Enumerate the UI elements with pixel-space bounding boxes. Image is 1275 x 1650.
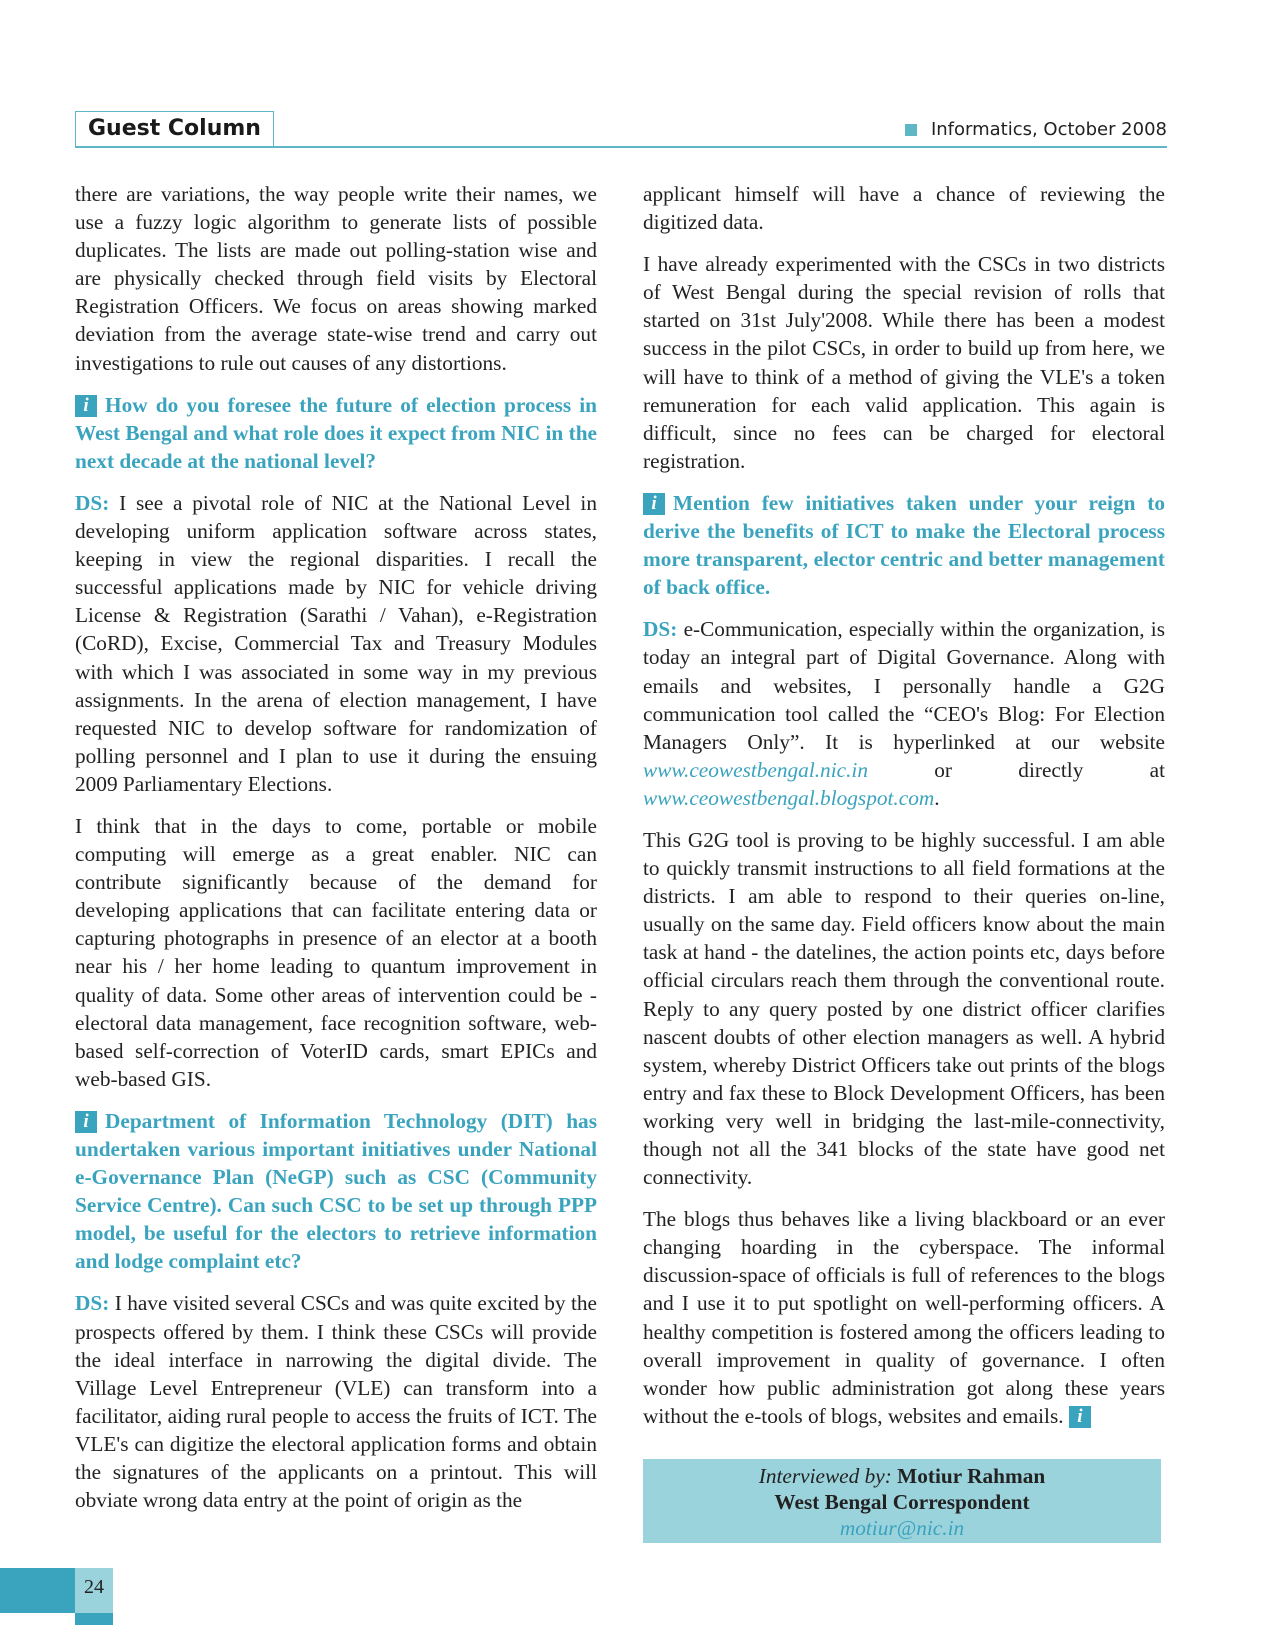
page-header — [75, 111, 1167, 147]
paragraph: there are variations, the way people write their names, we use a fuzzy logic algorithm to generate lists of possible duplicates. The lists are made out polling-station wise and are physically checked through field visits by Electoral Registration Officers. We focus on areas showing marked deviation from the average state-wise trend and carry out investigations to rule out causes of any distortions. — [75, 182, 597, 375]
credit-line — [643, 1463, 1161, 1489]
interviewer-name: Motiur Rahman — [897, 1464, 1046, 1488]
answer-text: . — [934, 785, 940, 810]
publication-label: Informatics, October 2008 — [930, 119, 1167, 140]
answer-text: I see a pivotal role of NIC at the National Level in developing uniform application software across states, keeping in view the regional disparities. I recall the successful applications made by NIC for vehicle driving License & Registration (Sarathi / Vahan), e-Registration (CoRD), Excise, Commercial Tax and Treasury Modules with which I was associated in some way in my previous assignments. In the arena of election management, I have requested NIC to develop software for randomization of polling personnel and I plan to use it during the ensuing 2009 Parliamentary Elections. — [75, 490, 597, 796]
website-link[interactable]: www.ceowestbengal.nic.in — [643, 757, 868, 782]
footer-bar — [0, 1568, 75, 1613]
paragraph: applicant himself will have a chance of reviewing the digitized data. — [643, 182, 1165, 235]
answer — [75, 489, 597, 798]
question — [75, 1107, 597, 1276]
answer-label: DS: — [643, 617, 678, 642]
answer — [643, 615, 1165, 812]
interview-credit — [643, 1459, 1161, 1543]
info-icon: i — [75, 395, 97, 417]
question — [75, 391, 597, 475]
footer-bar-bottom — [75, 1613, 113, 1625]
blog-link[interactable]: www.ceowestbengal.blogspot.com — [643, 785, 935, 810]
paragraph: I have already experimented with the CSCs in two districts of West Bengal during the special revision of rolls that started on 31st July'2008. While there has been a modest success in the pilot CSCs, in order to build up from here, we will have to think of a method of giving the VLE's a token remuneration for each valid application. This again is difficult, since no fees can be charged for electoral registration. — [643, 252, 1165, 473]
paragraph: I think that in the days to come, portable or mobile computing will emerge as a great enabler. NIC can contribute significantly because of the demand for developing applications that can facilitate entering data or capturing photographs in presence of an elector at a booth near his / her home leading to quantum improvement in quality of data. Some other areas of intervention could be - electoral data management, face recognition software, web-based self-correction of VoterID cards, smart EPICs and web-based GIS. — [75, 813, 597, 1091]
right-column — [643, 180, 1165, 1444]
paragraph-text: The blogs thus behaves like a living blackboard or an ever changing hoarding in the cyberspace. The informal discussion-space of officials is full of references to the blogs and I use it to put spotlight on well-performing officers. A healthy competition is fostered among the officers leading to overall improvement in quality of governance. I often wonder how public administration got along these years without the e-tools of blogs, websites and emails. — [643, 1207, 1165, 1428]
square-marker-icon — [905, 124, 917, 136]
interviewer-role: West Bengal Correspondent — [774, 1490, 1030, 1514]
info-icon: i — [643, 493, 665, 515]
left-column — [75, 180, 597, 1528]
answer-label: DS: — [75, 490, 110, 515]
publication-info — [905, 119, 1167, 140]
header-rule — [75, 146, 1167, 148]
info-icon: i — [75, 1111, 97, 1133]
credit-label: Interviewed by: — [758, 1464, 892, 1488]
section-title: Guest Column — [75, 111, 274, 146]
answer-text: or directly at — [934, 757, 1166, 782]
paragraph: This G2G tool is proving to be highly successful. I am able to quickly transmit instructions to all field formations at the districts. I am able to respond to their queries on-line, usually on the same day. Field officers know about the main task at hand - the datelines, the action points etc, days before official circulars reach them through the conventional route. Reply to any query posted by one district officer clarifies nascent doubts of other election managers as well. A hybrid system, whereby District Officers take out prints of the blogs entry and fax these to Block Development Officers, has been working very well in bridging the last-mile-connectivity, though not all the 341 blocks of the state have good net connectivity. — [643, 827, 1165, 1190]
answer-text: I have visited several CSCs and was quite excited by the prospects offered by them. I think these CSCs will provide the ideal interface in narrowing the digital divide. The Village Level Entrepreneur (VLE) can transform into a facilitator, aiding rural people to access the fruits of ICT. The VLE's can digitize the electoral application forms and obtain the signatures of the applicants on a printout. This will obviate wrong data entry at the point of origin as the — [75, 1291, 597, 1513]
end-info-icon: i — [1069, 1406, 1091, 1428]
interviewer-email[interactable]: motiur@nic.in — [839, 1516, 965, 1540]
answer-text: e-Communication, especially within the organization, is today an integral part of Digital Governance. Along with emails and websites, I personally handle a G2G communication tool called the “CEO's Blog: For Election Managers Only”. It is hyperlinked at our website — [643, 617, 1165, 754]
paragraph — [643, 1205, 1165, 1430]
question — [643, 489, 1165, 601]
question-text: How do you foresee the future of election process in West Bengal and what role does it expect from NIC in the next decade at the national level? — [75, 392, 597, 473]
page-number: 24 — [84, 1576, 104, 1598]
question-text: Mention few initiatives taken under your reign to derive the benefits of ICT to make the Electoral process more transparent, elector centric and better management of back office. — [643, 490, 1165, 600]
answer — [75, 1289, 597, 1514]
question-text: Department of Information Technology (DIT) has undertaken various important initiatives under National e-Governance Plan (NeGP) such as CSC (Community Service Centre). Can such CSC to be set up through PPP model, be useful for the electors to retrieve information and lodge complaint etc? — [75, 1108, 597, 1274]
answer-label: DS: — [75, 1291, 110, 1316]
